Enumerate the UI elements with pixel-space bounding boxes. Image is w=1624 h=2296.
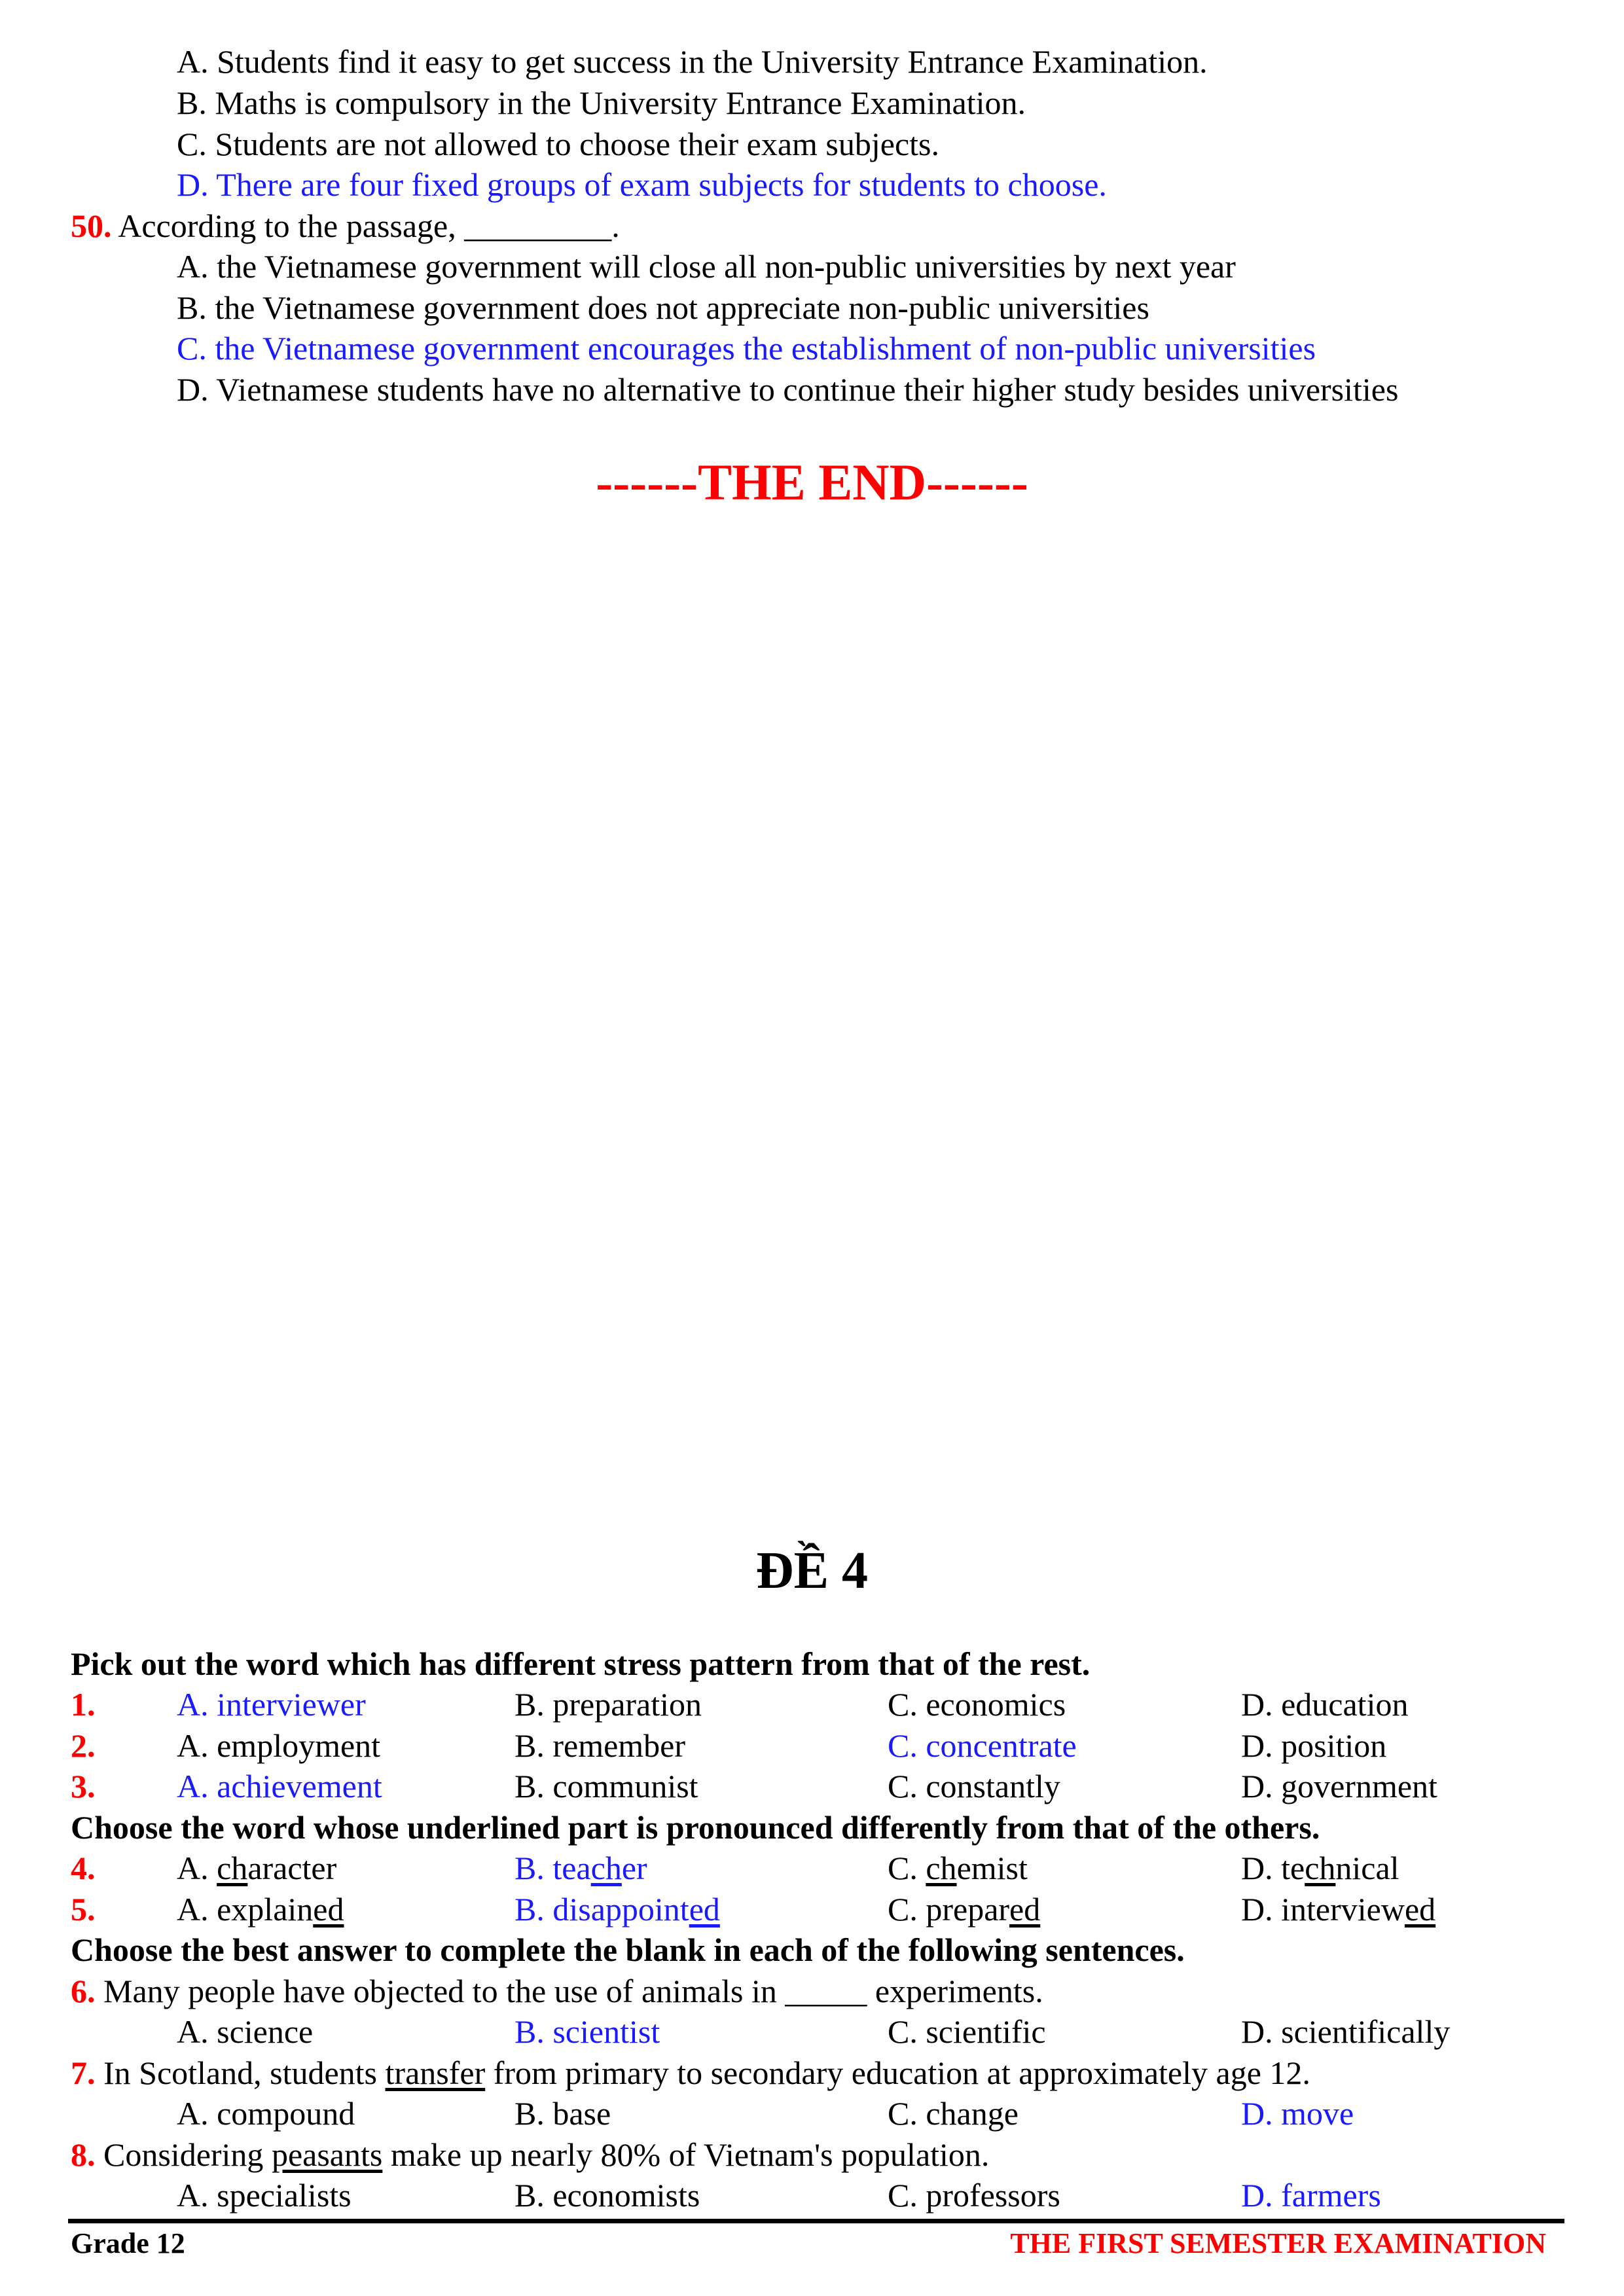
q1-option-d: D. education xyxy=(1241,1686,1409,1723)
q49-option-b: B. Maths is compulsory in the University Entrance Examination. xyxy=(177,84,1026,121)
question-row-7-options xyxy=(0,2094,1624,2133)
q4-number: 4. xyxy=(71,1850,96,1886)
question-row-1 xyxy=(0,1685,1624,1724)
q3-option-c: C. constantly xyxy=(888,1768,1060,1804)
q7-number: 7. xyxy=(71,2054,96,2091)
question-row-3 xyxy=(0,1767,1624,1806)
q2-number: 2. xyxy=(71,1727,96,1764)
q4-option-a: A. character xyxy=(177,1850,337,1886)
exam-title: ĐỀ 4 xyxy=(755,1542,869,1600)
section2-heading: Choose the word whose underlined part is pronounced differently from that of the others. xyxy=(71,1809,1320,1846)
q4-option-d: D. technical xyxy=(1241,1850,1399,1886)
q50-stem: According to the passage, _________. xyxy=(111,207,620,244)
q6-stem: Many people have objected to the use of animals in _____ experiments. xyxy=(95,1973,1043,2009)
q50-option-a: A. the Vietnamese government will close all non-public universities by next year xyxy=(177,248,1236,285)
q3-number: 3. xyxy=(71,1768,96,1804)
q8-option-d-answer: D. farmers xyxy=(1241,2177,1381,2214)
question-row-6-options xyxy=(0,2012,1624,2051)
the-end-heading: ------THE END------ xyxy=(596,454,1028,511)
question-row-5 xyxy=(0,1890,1624,1929)
q7-underlined-word: transfer xyxy=(385,2054,486,2091)
q50-number: 50. xyxy=(71,207,112,244)
q6-option-a: A. science xyxy=(177,2013,314,2050)
question-row-8-options xyxy=(0,2176,1624,2215)
q6-option-b-answer: B. scientist xyxy=(514,2013,660,2050)
q8-option-c: C. professors xyxy=(888,2177,1060,2214)
footer-exam-title: THE FIRST SEMESTER EXAMINATION xyxy=(1010,2227,1546,2259)
q7-option-b: B. base xyxy=(514,2095,611,2132)
footer-grade: Grade 12 xyxy=(71,2227,185,2259)
q5-option-b-answer: B. disappointed xyxy=(514,1891,720,1928)
q50-option-d: D. Vietnamese students have no alternative to continue their higher study besides universities xyxy=(177,371,1399,408)
footer-divider xyxy=(68,2219,1564,2223)
q1-option-b: B. preparation xyxy=(514,1686,702,1723)
q8-number: 8. xyxy=(71,2136,96,2173)
q4-option-b-answer: B. teacher xyxy=(514,1850,647,1886)
q7-option-a: A. compound xyxy=(177,2095,355,2132)
q50-option-c-answer: C. the Vietnamese government encourages the establishment of non-public universities xyxy=(177,330,1316,367)
q8-option-a: A. specialists xyxy=(177,2177,352,2214)
q8-option-b: B. economists xyxy=(514,2177,700,2214)
q49-option-d-answer: D. There are four fixed groups of exam subjects for students to choose. xyxy=(177,166,1107,203)
section1-heading: Pick out the word which has different stress pattern from that of the rest. xyxy=(71,1645,1091,1682)
question-row-4 xyxy=(0,1848,1624,1888)
q8-stem-line: 8. Considering peasants make up nearly 80% of Vietnam's population. xyxy=(71,2136,990,2173)
q8-underlined-word: peasants xyxy=(271,2136,383,2173)
q2-option-c-answer: C. concentrate xyxy=(888,1727,1077,1764)
q2-option-d: D. position xyxy=(1241,1727,1387,1764)
q1-option-c: C. economics xyxy=(888,1686,1066,1723)
q5-option-d: D. interviewed xyxy=(1241,1891,1436,1928)
q5-option-a: A. explained xyxy=(177,1891,344,1928)
q1-number: 1. xyxy=(71,1686,96,1723)
q50-stem-line xyxy=(71,206,620,245)
q50-option-b: B. the Vietnamese government does not appreciate non-public universities xyxy=(177,289,1149,326)
q49-option-a: A. Students find it easy to get success in the University Entrance Examination. xyxy=(177,43,1208,80)
q7-option-c: C. change xyxy=(888,2095,1019,2132)
q1-option-a-answer: A. interviewer xyxy=(177,1686,366,1723)
q5-number: 5. xyxy=(71,1891,96,1928)
q6-stem-line xyxy=(71,1971,1043,2011)
q3-option-a-answer: A. achievement xyxy=(177,1768,382,1804)
q6-number: 6. xyxy=(71,1973,96,2009)
q2-option-b: B. remember xyxy=(514,1727,686,1764)
q6-option-c: C. scientific xyxy=(888,2013,1046,2050)
q2-option-a: A. employment xyxy=(177,1727,381,1764)
q49-option-c: C. Students are not allowed to choose their exam subjects. xyxy=(177,126,940,162)
question-row-2 xyxy=(0,1726,1624,1765)
q7-stem-line: 7. In Scotland, students transfer from primary to secondary education at approximately age 12. xyxy=(71,2054,1310,2091)
q6-option-d: D. scientifically xyxy=(1241,2013,1451,2050)
q5-option-c: C. prepared xyxy=(888,1891,1041,1928)
q7-option-d-answer: D. move xyxy=(1241,2095,1354,2132)
q3-option-b: B. communist xyxy=(514,1768,698,1804)
q4-option-c: C. chemist xyxy=(888,1850,1028,1886)
q3-option-d: D. government xyxy=(1241,1768,1437,1804)
section3-heading: Choose the best answer to complete the blank in each of the following sentences. xyxy=(71,1931,1185,1968)
